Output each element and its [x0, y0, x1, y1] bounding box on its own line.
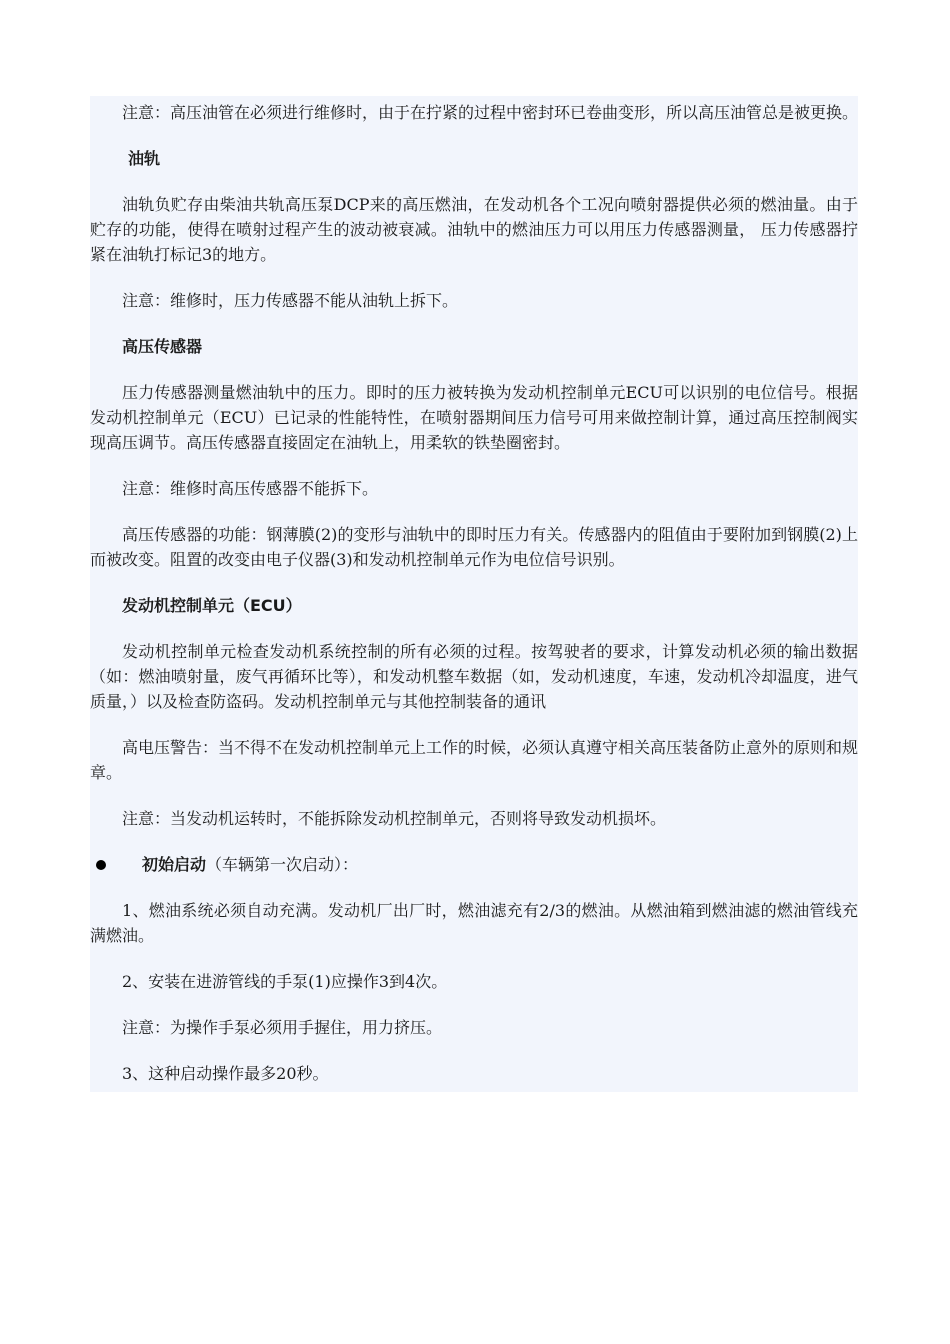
- heading-rail: 油轨: [128, 149, 161, 168]
- note-hand-pump: 注意：为操作手泵必须用手握住，用力挤压。: [122, 1018, 443, 1037]
- bullet-dot-icon: [96, 860, 106, 870]
- heading-pressure-sensor: 高压传感器: [122, 337, 203, 356]
- bullet-subtitle: （车辆第一次启动）：: [206, 855, 359, 874]
- note-high-pressure-pipe: 注意：高压油管在必须进行维修时，由于在拧紧的过程中密封环已卷曲变形，所以高压油管总是被更换。: [122, 103, 859, 122]
- document-body: [90, 96, 858, 1092]
- note-rail-sensor: 注意：维修时，压力传感器不能从油轨上拆下。: [122, 291, 459, 310]
- note-sensor-removal: 注意：维修时高压传感器不能拆下。: [122, 479, 379, 498]
- step-3: 3、这种启动操作最多20秒。: [122, 1064, 329, 1083]
- step-1: 1、燃油系统必须自动充满。发动机厂出厂时，燃油滤充有2/3的燃油。从燃油箱到燃油滤的燃油管线充满燃油。: [90, 901, 858, 945]
- paragraph-rail: 油轨负贮存由柴油共轨高压泵DCP来的高压燃油，在发动机各个工况向喷射器提供必须的燃油量。由于贮存的功能，使得在喷射过程产生的波动被衰减。油轨中的燃油压力可以用压力传感器测量， 压力传感器拧紧在油轨打标记3的地方。: [90, 195, 858, 264]
- paragraph-pressure-sensor: 压力传感器测量燃油轨中的压力。即时的压力被转换为发动机控制单元ECU可以识别的电位信号。根据发动机控制单元（ECU）已记录的性能特性，在喷射器期间压力信号可用来做控制计算，通过高压控制阀实现高压调节。高压传感器直接固定在油轨上，用柔软的铁垫圈密封。: [90, 383, 858, 452]
- paragraph-ecu: 发动机控制单元检查发动机系统控制的所有必须的过程。按驾驶者的要求，计算发动机必须的输出数据（如：燃油喷射量，废气再循环比等），和发动机整车数据（如，发动机速度，车速，发动机冷却温度，进气质量，）以及检查防盗码。发动机控制单元与其他控制装备的通讯: [90, 642, 858, 711]
- bullet-title: 初始启动: [142, 855, 207, 874]
- heading-ecu: 发动机控制单元（ECU）: [122, 596, 302, 615]
- warning-high-voltage: 高电压警告：当不得不在发动机控制单元上工作的时候，必须认真遵守相关高压装备防止意外的原则和规章。: [90, 738, 859, 782]
- bullet-initial-start: [90, 852, 858, 877]
- note-ecu-removal: 注意：当发动机运转时，不能拆除发动机控制单元，否则将导致发动机损坏。: [122, 809, 667, 828]
- paragraph-sensor-function: 高压传感器的功能：钢薄膜(2)的变形与油轨中的即时压力有关。传感器内的阻值由于要附加到钢膜(2)上而被改变。阻置的改变由电子仪器(3)和发动机控制单元作为电位信号识别。: [90, 525, 858, 569]
- step-2: 2、安装在进游管线的手泵(1)应操作3到4次。: [122, 972, 448, 991]
